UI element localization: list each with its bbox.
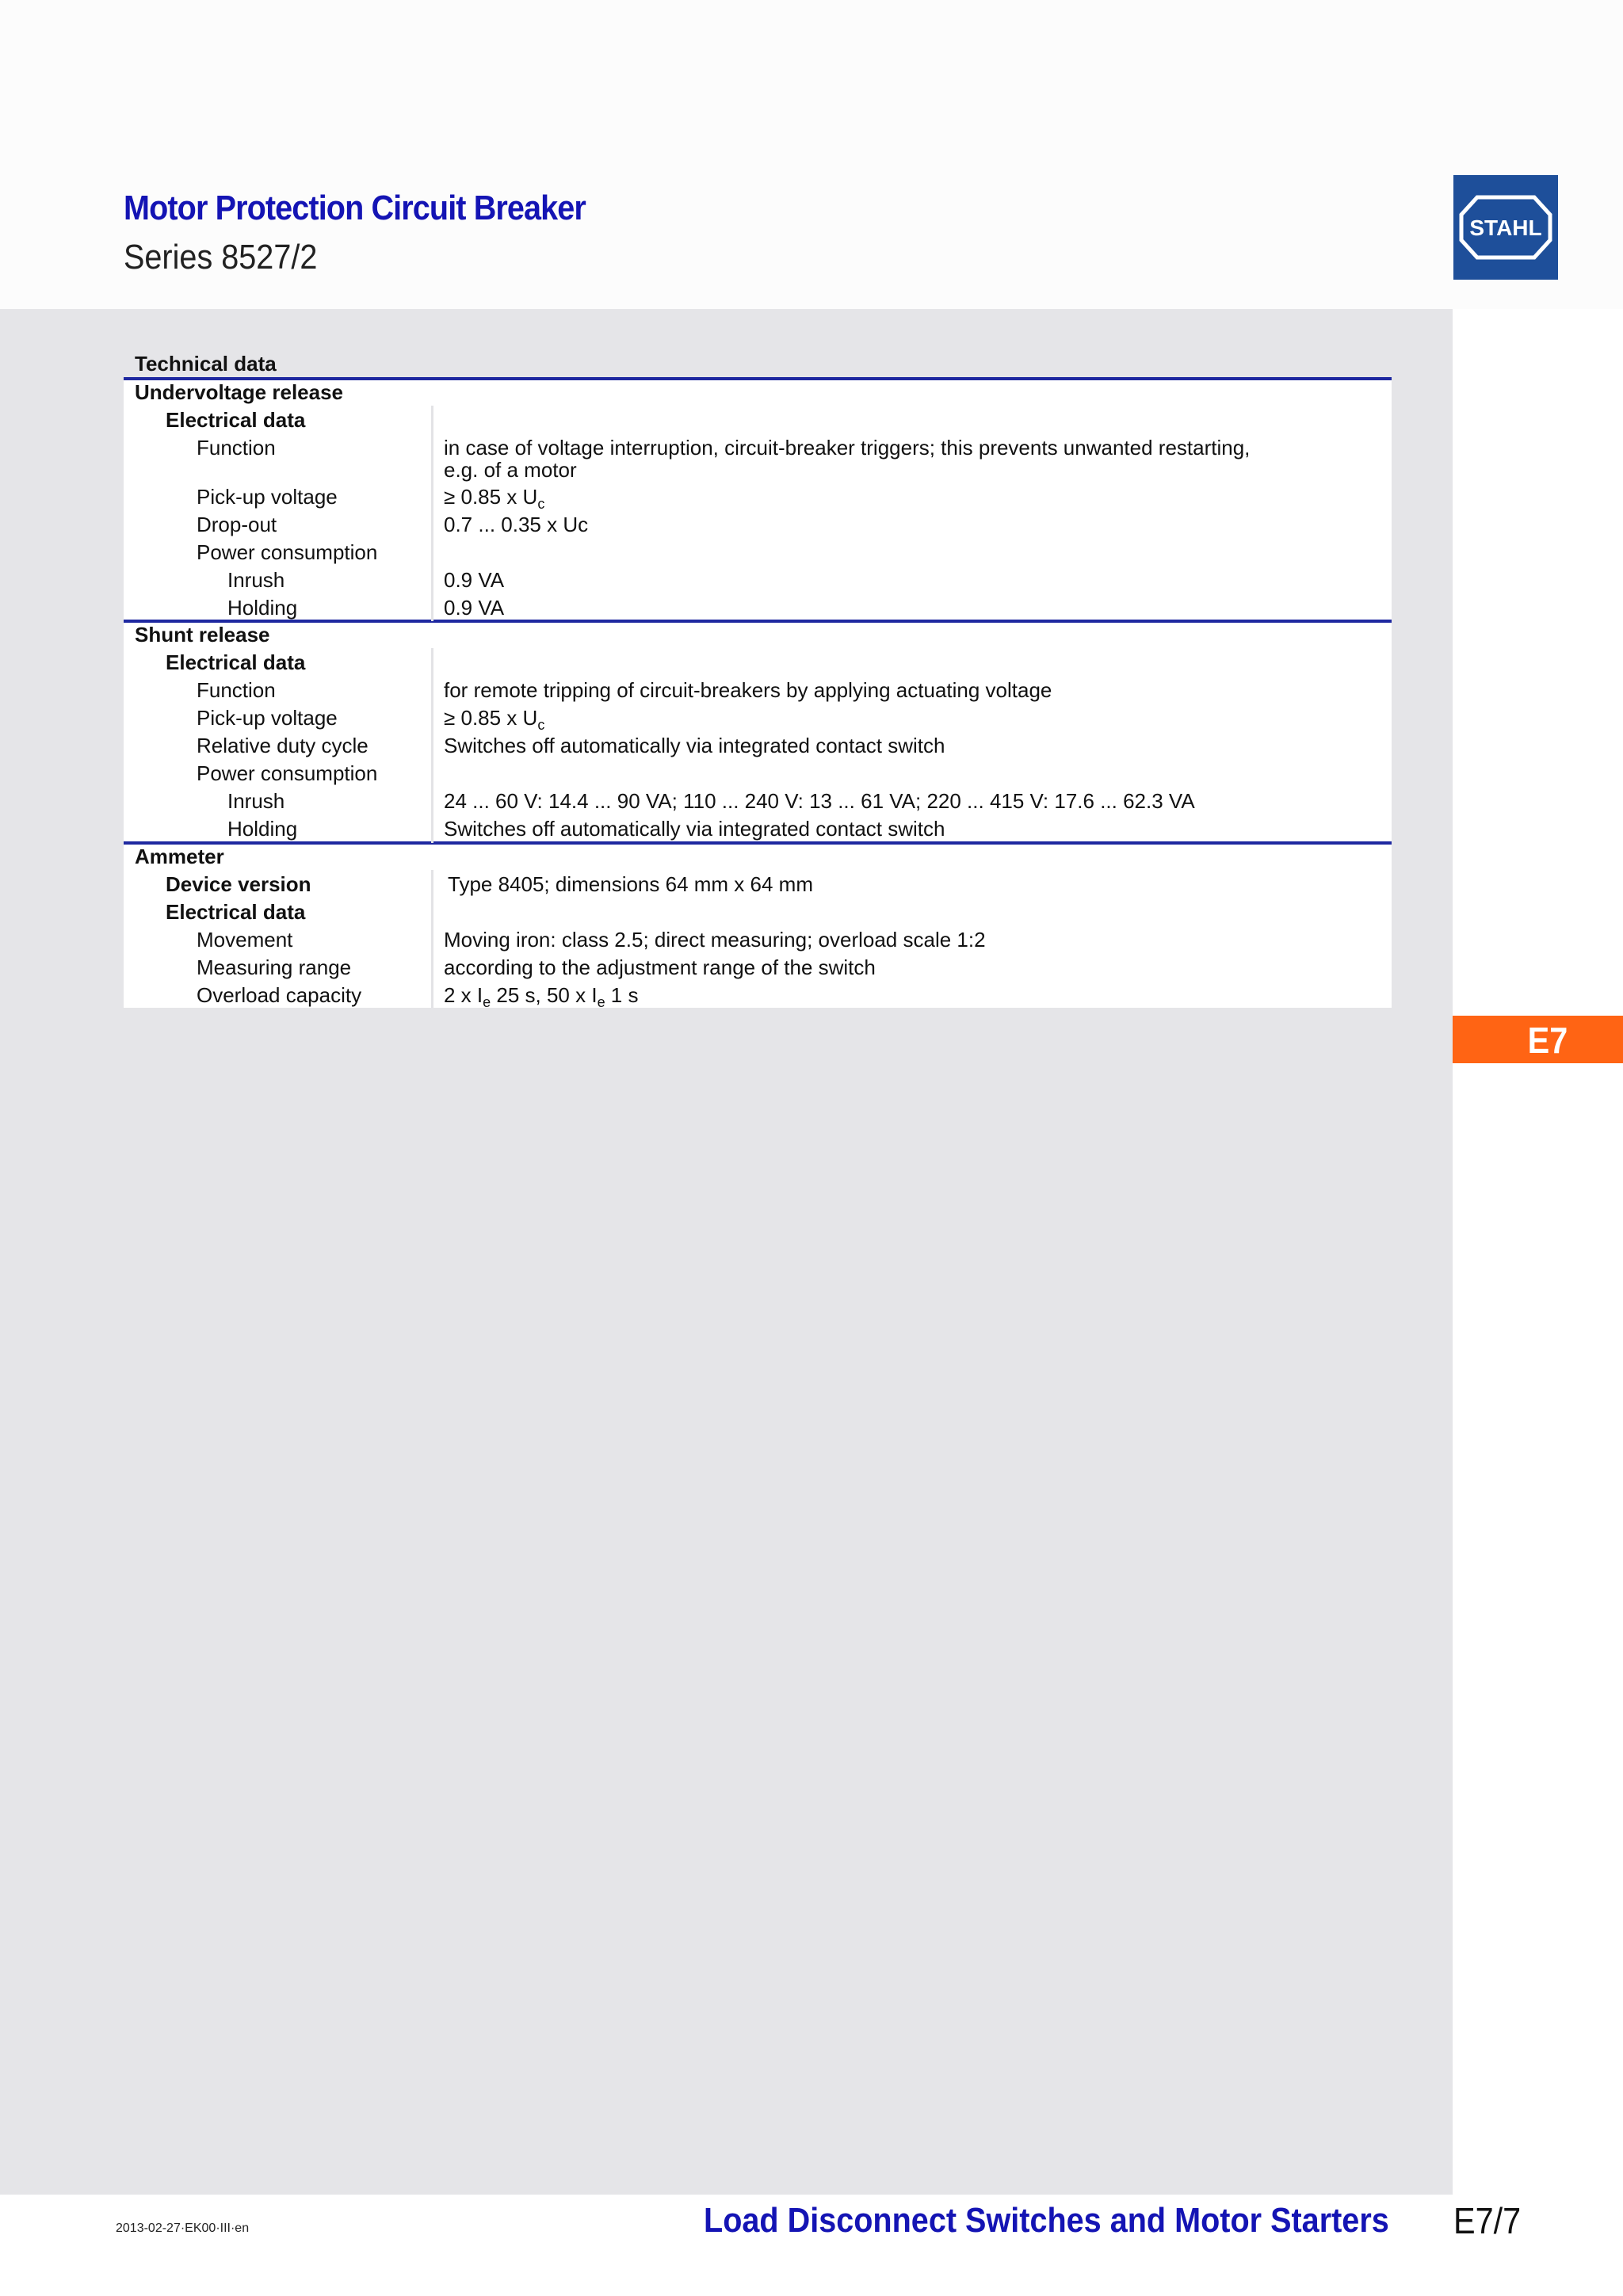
group-label: Electrical data [166, 408, 306, 432]
section-label: Undervoltage release [135, 380, 344, 404]
group-label: Electrical data [166, 650, 306, 674]
technical-data-heading [124, 345, 1392, 377]
row-value: for remote tripping of circuit-breakers by applying actuating voltage [444, 678, 1052, 702]
footer-title: Load Disconnect Switches and Motor Starters [704, 2201, 1389, 2240]
group-label: Device version [166, 872, 311, 896]
row-label: Function [197, 678, 276, 702]
row-value: 0.9 VA [444, 596, 505, 620]
row-value: 0.9 VA [444, 568, 505, 592]
row-value: Switches off automatically via integrated contact switch [444, 734, 945, 757]
row-value: 0.7 ... 0.35 x Uc [444, 513, 589, 536]
technical-data-table [124, 377, 1392, 1011]
row-label: Drop-out [197, 513, 277, 536]
table-row [124, 926, 1392, 954]
row-value: in case of voltage interruption, circuit-breaker triggers; this prevents unwanted restarting, [444, 436, 1251, 460]
table-row [124, 539, 1392, 566]
row-label: Movement [197, 928, 293, 952]
table-row [124, 788, 1392, 815]
table-row [124, 406, 1392, 434]
row-label: Power consumption [197, 540, 378, 564]
table-row [124, 871, 1392, 898]
table-row [124, 379, 1392, 406]
technical-data-title: Technical data [135, 352, 277, 376]
table-row [124, 954, 1392, 982]
table-row [124, 704, 1392, 732]
row-label: Function [197, 436, 276, 460]
row-value: 2 x $I_e$ 25 s, 50 x $I_e$ 1 s [444, 983, 639, 1011]
chapter-tab[interactable] [1453, 1016, 1623, 1063]
page-number: E7/7 [1453, 2200, 1522, 2241]
table-row [124, 566, 1392, 594]
table-row [124, 621, 1392, 649]
row-value: e.g. of a motor [444, 458, 577, 482]
logo-text: STAHL [1469, 215, 1542, 240]
table-row [124, 483, 1392, 511]
page-subtitle: Series 8527/2 [124, 238, 318, 277]
row-value: according to the adjustment range of the switch [444, 955, 876, 979]
row-label: Overload capacity [197, 983, 362, 1007]
footer-date-code: 2013-02-27·EK00·III·en [116, 2222, 250, 2235]
table-row [124, 843, 1392, 871]
table-row [124, 732, 1392, 760]
section-label: Shunt release [135, 623, 270, 646]
row-label: Inrush [227, 789, 285, 813]
table-row [124, 815, 1392, 843]
table-row [124, 898, 1392, 926]
group-label: Electrical data [166, 900, 306, 924]
row-label: Inrush [227, 568, 285, 592]
row-label: Holding [227, 596, 298, 620]
row-label: Pick-up voltage [197, 706, 338, 730]
table-row [124, 677, 1392, 704]
section-label: Ammeter [135, 845, 224, 868]
row-value: ≥ 0.85 x $U_c$ [444, 485, 545, 513]
table-row [124, 456, 1392, 484]
row-value: 24 ... 60 V: 14.4 ... 90 VA; 110 ... 240 V: 13 ... 61 VA; 220 ... 415 V: 17.6 ... 62.3 VA [444, 789, 1195, 813]
row-label: Measuring range [197, 955, 352, 979]
table-row [124, 594, 1392, 622]
row-value: Switches off automatically via integrated contact switch [444, 817, 945, 841]
row-value: Moving iron: class 2.5; direct measuring; overload scale 1:2 [444, 928, 986, 952]
row-label: Power consumption [197, 761, 378, 785]
row-label: Relative duty cycle [197, 734, 369, 757]
stahl-logo [1453, 175, 1558, 280]
table-row [124, 511, 1392, 539]
row-label: Holding [227, 817, 298, 841]
right-margin [1453, 309, 1623, 2195]
page-title: Motor Protection Circuit Breaker [124, 189, 586, 227]
chapter-tab-label: E7 [1527, 1020, 1568, 1061]
table-row [124, 649, 1392, 677]
table-row [124, 760, 1392, 788]
row-label: Pick-up voltage [197, 485, 338, 509]
table-row [124, 982, 1392, 1009]
row-value: Type 8405; dimensions 64 mm x 64 mm [448, 872, 813, 896]
row-value: ≥ 0.85 x $U_c$ [444, 706, 545, 734]
page-header [0, 0, 1623, 309]
